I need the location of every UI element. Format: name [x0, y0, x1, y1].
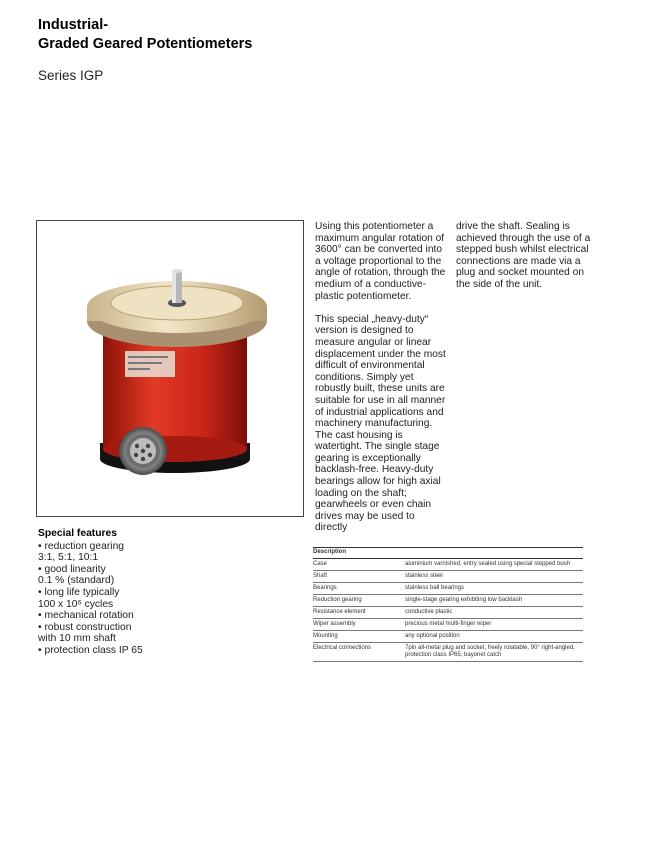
description-paragraph: This special „heavy-duty“ version is designed to measure angular or linear displacement under the most difficult of environmental conditions. Simply yet robustly built, these units are suitable for use in all manner of industrial applications and machinery manufacturing. The cast housing is watertight. The single stage gearing is exceptionally backlash-free. Heavy-duty bearings allow for high axial loading on the shaft; gearwheels or even chain drives may be used to directly [315, 313, 446, 534]
feature-line: • long life typically [38, 586, 120, 598]
spec-value: any optional position [405, 633, 460, 639]
table-row [313, 631, 583, 643]
spec-key: Electrical connections [313, 645, 372, 651]
table-row [313, 607, 583, 619]
spec-key: Mounting [313, 633, 338, 639]
feature-line: • protection class IP 65 [38, 644, 143, 656]
spec-key: Case [313, 561, 328, 567]
title-line-2: Graded Geared Potentiometers [38, 36, 253, 52]
spec-table [313, 547, 583, 662]
special-features [38, 528, 178, 657]
spec-key: Resistance element [313, 609, 366, 615]
spec-header-label: Description [313, 549, 347, 555]
title-line-1: Industrial- [38, 17, 109, 33]
potentiometer-photo-icon [37, 221, 303, 516]
product-photo [36, 220, 304, 517]
spec-value: aluminium varnished, entry sealed using special stepped bush [405, 561, 571, 567]
feature-line: 3:1, 5:1, 10:1 [38, 552, 99, 564]
feature-line: • reduction gearing [38, 540, 125, 552]
features-title: Special features [38, 528, 117, 539]
spec-value: single-stage gearing exhibiting low backlash [405, 597, 523, 603]
feature-line: 0.1 % (standard) [38, 575, 115, 587]
table-row [313, 583, 583, 595]
table-row [313, 619, 583, 631]
spec-key: Wiper assembly [313, 621, 356, 627]
page-title [38, 16, 338, 54]
feature-line: with 10 mm shaft [38, 633, 116, 645]
spec-value: stainless steel [405, 573, 443, 579]
description-column-1 [315, 221, 447, 534]
spec-key: Shaft [313, 573, 328, 579]
spec-table-header [313, 547, 583, 559]
table-row [313, 571, 583, 583]
spec-key: Reduction gearing [313, 597, 362, 603]
spec-value: 7pin all-metal plug and socket, freely rotatable, 90° right-angled, protection class IP65, bayonet catch [405, 645, 575, 658]
feature-line: • mechanical rotation [38, 610, 134, 622]
feature-line: 100 x 10⁶ cycles [38, 598, 114, 610]
table-row [313, 595, 583, 607]
table-row [313, 559, 583, 571]
table-row [313, 643, 583, 662]
spec-value: precious metal multi-finger wiper [405, 621, 492, 627]
series-label: Series IGP [38, 68, 104, 83]
description-paragraph: Using this potentiometer a maximum angular rotation of 3600° can be converted into a voltage proportional to the angle of rotation, through the medium of a conductive-plastic potentiometer. [315, 221, 446, 302]
description-column-2 [456, 221, 594, 291]
feature-line: • robust construction [38, 621, 132, 633]
spec-key: Bearings [313, 585, 337, 591]
spec-value: conductive plastic [405, 609, 453, 615]
feature-line: • good linearity [38, 563, 106, 575]
spec-value: stainless ball bearings [405, 585, 465, 591]
description-paragraph: drive the shaft. Sealing is achieved through the use of a stepped bush whilst electrical connections are made via a plug and socket mounted on the side of the unit. [456, 221, 591, 290]
